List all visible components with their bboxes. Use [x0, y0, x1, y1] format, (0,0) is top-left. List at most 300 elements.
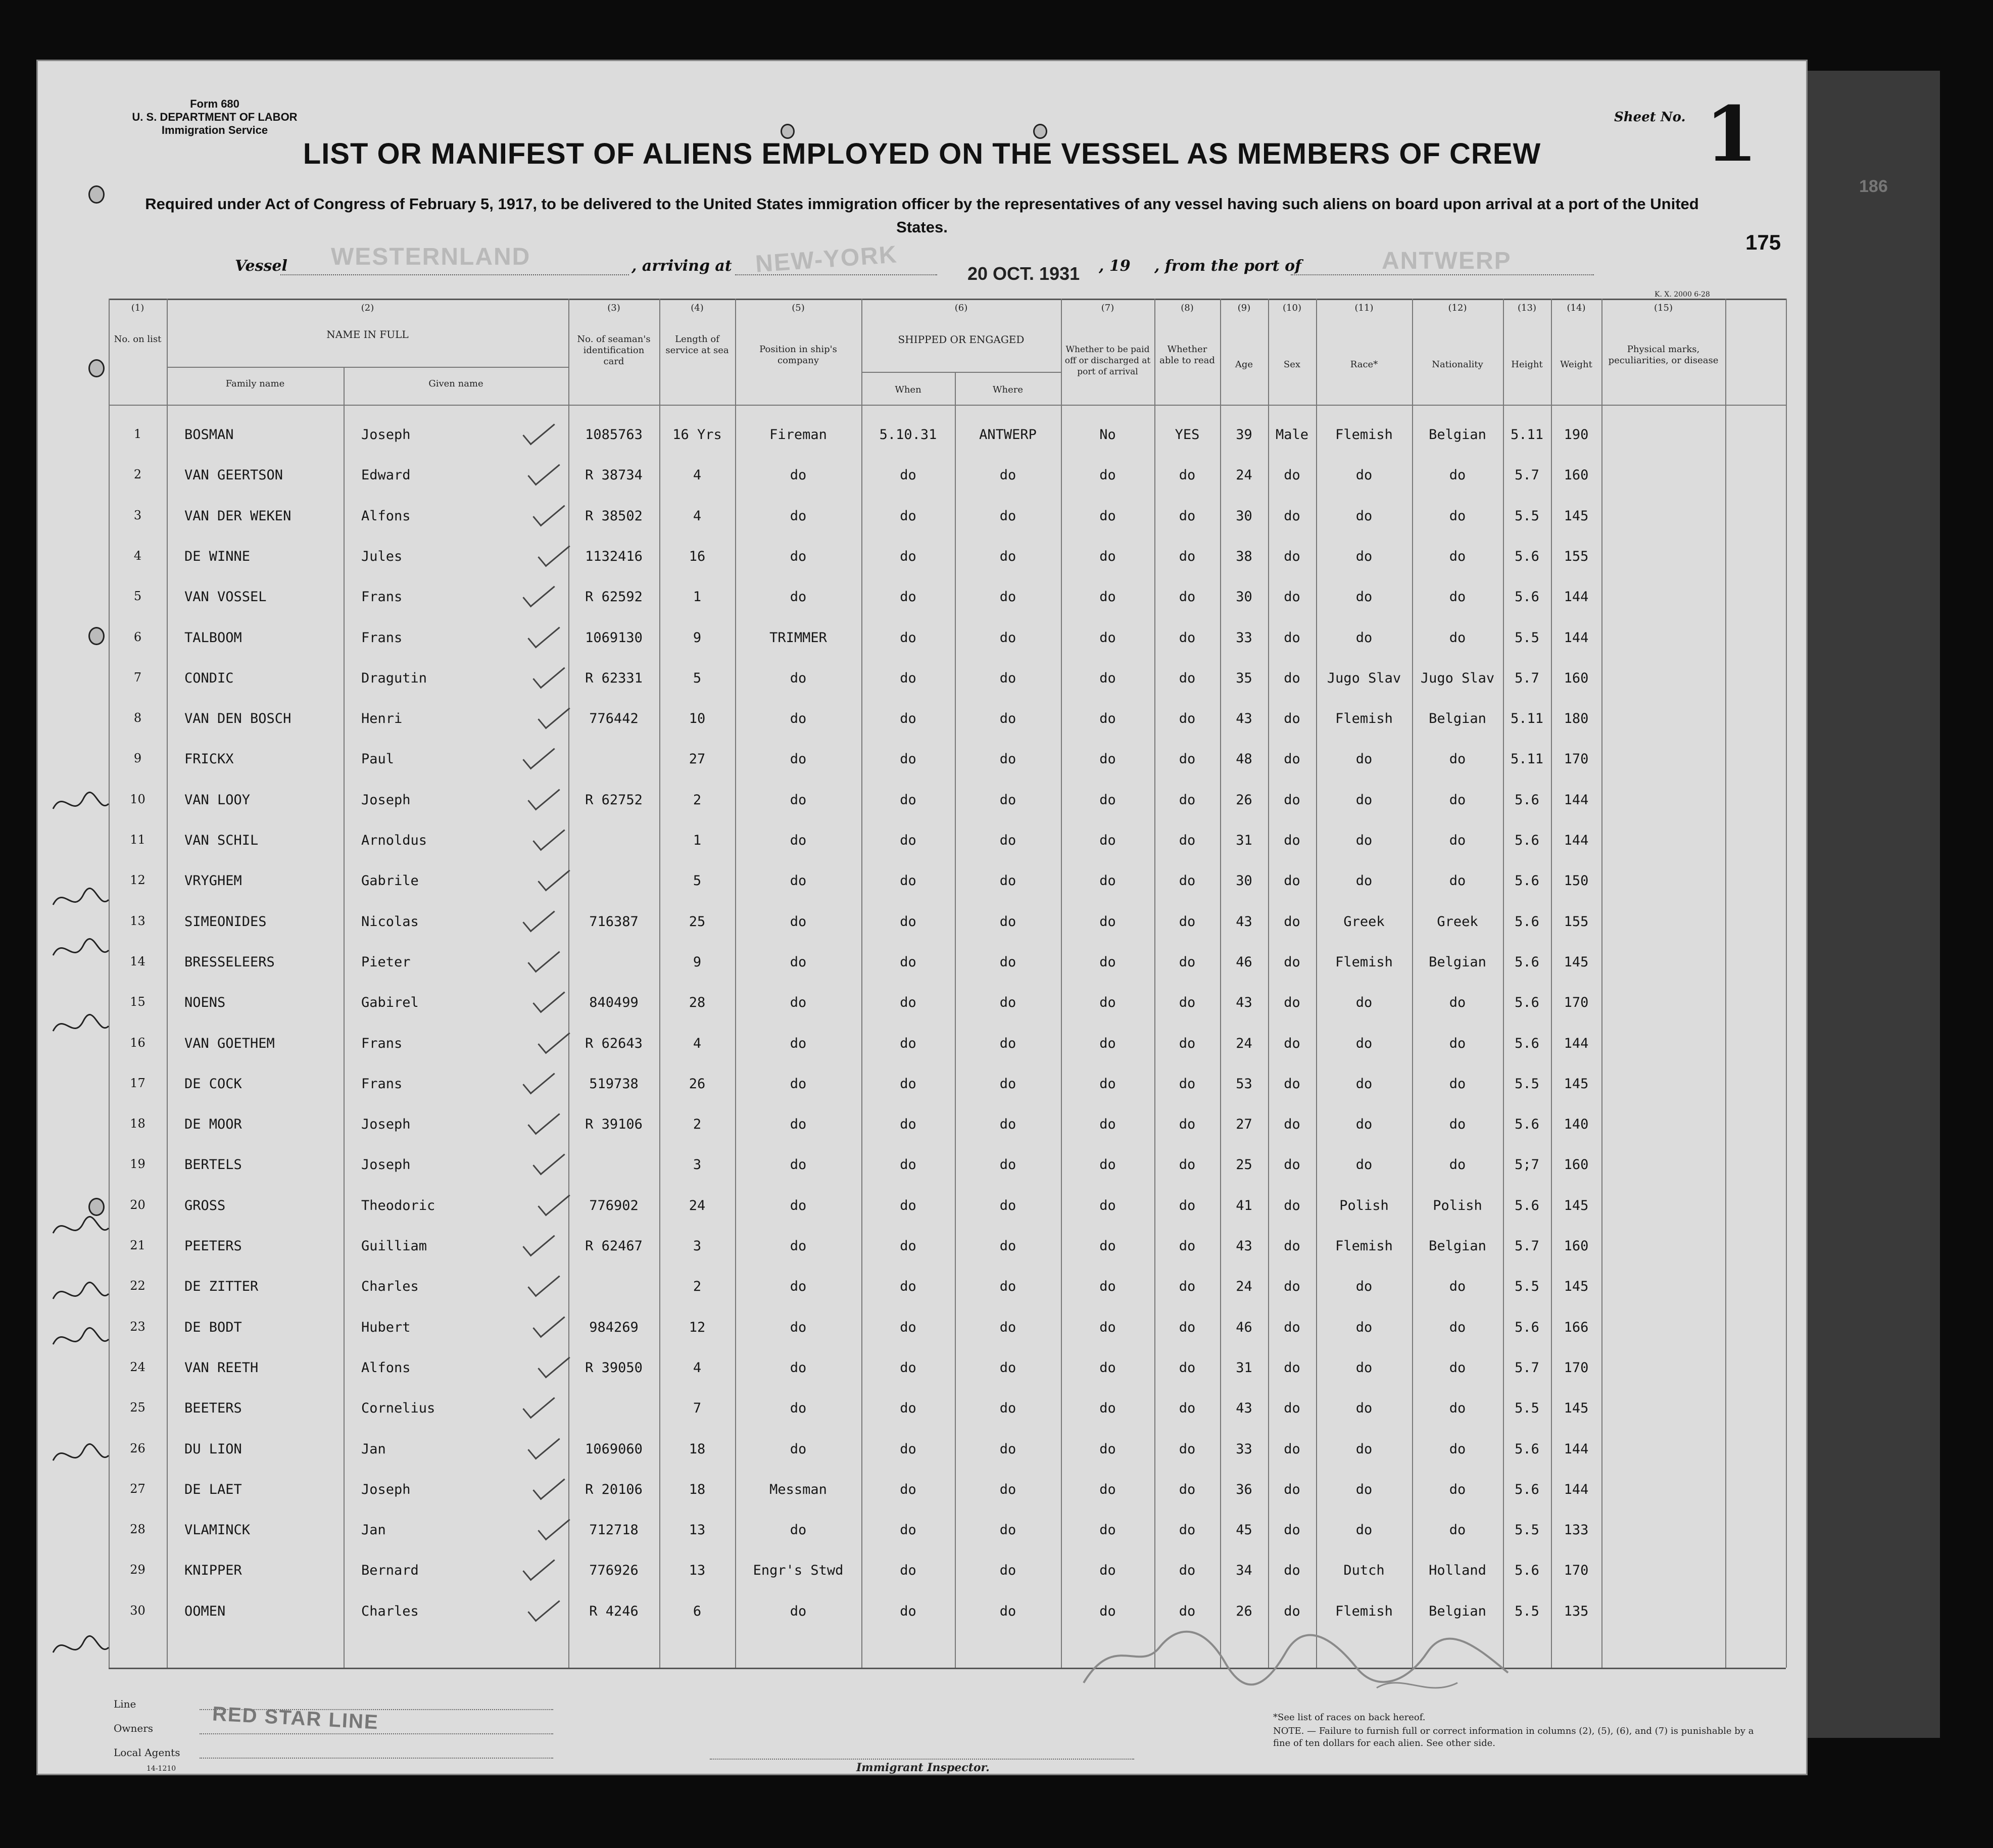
cell-nationality: do — [1449, 1522, 1466, 1538]
col-number: (2) — [361, 303, 374, 313]
cell-family-name: DE LAET — [184, 1481, 242, 1497]
cell-sex: do — [1284, 792, 1300, 808]
cell-paid-off: do — [1099, 1563, 1116, 1579]
cell-sex: do — [1284, 1197, 1300, 1213]
cell-id-card: 712718 — [589, 1522, 639, 1538]
cell-able-to-read: do — [1179, 873, 1196, 889]
cell-weight: 180 — [1564, 711, 1589, 727]
col-header-weight: Weight — [1560, 359, 1592, 370]
col-header-nationality: Nationality — [1432, 359, 1483, 370]
cell-position: do — [790, 1279, 807, 1295]
cell-paid-off: do — [1099, 1035, 1116, 1051]
cell-shipped-where: do — [999, 629, 1016, 646]
cell-weight: 145 — [1564, 954, 1589, 970]
cell-able-to-read: do — [1179, 1279, 1196, 1295]
cell-row-number: 7 — [133, 670, 142, 685]
cell-shipped-when: do — [900, 711, 916, 727]
date-stamp: 20 OCT. 1931 — [967, 263, 1080, 284]
cell-nationality: Greek — [1437, 913, 1478, 930]
table-row — [38, 1154, 1806, 1193]
cell-shipped-where: do — [999, 1563, 1016, 1579]
table-row — [38, 1195, 1806, 1234]
cell-id-card: R 38734 — [585, 467, 643, 483]
col-number: (9) — [1237, 303, 1251, 313]
cell-sex: do — [1284, 589, 1300, 605]
cell-age: 36 — [1236, 1481, 1252, 1497]
table-row — [38, 1276, 1806, 1315]
cell-nationality: do — [1449, 1400, 1466, 1417]
cell-nationality: do — [1449, 1035, 1466, 1051]
cell-height: 5.7 — [1515, 467, 1539, 483]
cell-row-number: 25 — [130, 1400, 145, 1415]
owners-label: Owners — [114, 1722, 154, 1734]
cell-weight: 166 — [1564, 1319, 1589, 1335]
table-row — [38, 1317, 1806, 1356]
cell-shipped-when: do — [900, 1522, 916, 1538]
cell-service-length: 3 — [693, 1157, 702, 1173]
cell-position: do — [790, 589, 807, 605]
cell-height: 5.6 — [1515, 1563, 1539, 1579]
cell-given-name: Jan — [361, 1441, 386, 1457]
cell-paid-off: do — [1099, 1157, 1116, 1173]
cell-shipped-where: do — [999, 1238, 1016, 1254]
cell-id-card: R 39106 — [585, 1116, 643, 1133]
cell-service-length: 16 — [689, 548, 706, 564]
cell-service-length: 2 — [693, 792, 702, 808]
cell-service-length: 6 — [693, 1603, 702, 1619]
cell-service-length: 2 — [693, 1279, 702, 1295]
cell-age: 30 — [1236, 508, 1252, 524]
cell-race: Flemish — [1335, 1603, 1393, 1619]
cell-id-card: R 20106 — [585, 1481, 643, 1497]
cell-paid-off: do — [1099, 1603, 1116, 1619]
cell-given-name: Joseph — [361, 792, 411, 808]
cell-service-length: 13 — [689, 1563, 706, 1579]
cell-shipped-where: do — [999, 873, 1016, 889]
cell-shipped-where: do — [999, 1522, 1016, 1538]
cell-id-card: 519738 — [589, 1076, 639, 1092]
cell-age: 31 — [1236, 1359, 1252, 1376]
cell-id-card: R 62592 — [585, 589, 643, 605]
cell-shipped-when: do — [900, 467, 916, 483]
cell-nationality: Polish — [1433, 1197, 1482, 1213]
cell-row-number: 14 — [130, 954, 145, 968]
cell-able-to-read: do — [1179, 711, 1196, 727]
cell-able-to-read: do — [1179, 1522, 1196, 1538]
cell-race: do — [1355, 1481, 1373, 1497]
edge-stamp: 186 — [1859, 177, 1888, 196]
cell-given-name: Frans — [361, 589, 403, 605]
cell-sex: do — [1284, 1238, 1300, 1254]
col-number: (15) — [1654, 303, 1673, 313]
cell-height: 5.7 — [1515, 670, 1539, 686]
cell-paid-off: do — [1099, 508, 1116, 524]
cell-shipped-when: do — [900, 1481, 916, 1497]
cell-weight: 170 — [1564, 995, 1589, 1011]
cell-paid-off: do — [1099, 873, 1116, 889]
cell-row-number: 23 — [130, 1319, 145, 1334]
table-row — [38, 830, 1806, 869]
cell-service-length: 24 — [689, 1197, 706, 1213]
cell-paid-off: do — [1099, 1197, 1116, 1213]
cell-paid-off: do — [1099, 1279, 1116, 1295]
cell-given-name: Alfons — [361, 1359, 411, 1376]
cell-race: do — [1355, 1279, 1373, 1295]
cell-row-number: 5 — [133, 589, 142, 604]
cell-id-card: R 38502 — [585, 508, 643, 524]
cell-id-card: 1132416 — [585, 548, 643, 564]
cell-service-length: 18 — [689, 1481, 706, 1497]
col-header-age: Age — [1235, 359, 1253, 370]
cell-height: 5.6 — [1515, 1319, 1539, 1335]
cell-able-to-read: do — [1179, 508, 1196, 524]
cell-race: do — [1355, 792, 1373, 808]
table-row — [38, 1438, 1806, 1478]
cell-paid-off: do — [1099, 1076, 1116, 1092]
cell-height: 5.6 — [1515, 792, 1539, 808]
cell-service-length: 4 — [693, 1035, 702, 1051]
cell-age: 46 — [1236, 1319, 1252, 1335]
cell-race: Dutch — [1343, 1563, 1385, 1579]
cell-position: do — [790, 1441, 807, 1457]
cell-row-number: 1 — [133, 427, 142, 441]
cell-age: 43 — [1236, 995, 1252, 1011]
from-label: , from the port of — [1154, 257, 1302, 275]
cell-height: 5.5 — [1515, 1076, 1539, 1092]
cell-height: 5.6 — [1515, 913, 1539, 930]
cell-family-name: VLAMINCK — [184, 1522, 251, 1538]
cell-sex: do — [1284, 1441, 1300, 1457]
cell-shipped-where: do — [999, 711, 1016, 727]
cell-row-number: 30 — [130, 1603, 145, 1618]
cell-service-length: 12 — [689, 1319, 706, 1335]
cell-paid-off: do — [1099, 711, 1116, 727]
cell-shipped-where: do — [999, 1400, 1016, 1417]
cell-row-number: 26 — [130, 1441, 145, 1455]
cell-shipped-where: do — [999, 954, 1016, 970]
cell-able-to-read: do — [1179, 1481, 1196, 1497]
cell-height: 5.5 — [1515, 1603, 1539, 1619]
cell-sex: do — [1284, 954, 1300, 970]
cell-position: do — [790, 1603, 807, 1619]
cell-age: 30 — [1236, 589, 1252, 605]
cell-paid-off: do — [1099, 1116, 1116, 1133]
cell-row-number: 4 — [133, 548, 142, 563]
cell-row-number: 22 — [130, 1279, 145, 1293]
cell-paid-off: do — [1099, 629, 1116, 646]
cell-sex: Male — [1275, 427, 1309, 443]
cell-family-name: BERTELS — [184, 1157, 242, 1173]
col-number: (4) — [691, 303, 704, 313]
cell-able-to-read: do — [1179, 1563, 1196, 1579]
races-note: *See list of races on back hereof. — [1273, 1712, 1426, 1723]
cell-weight: 155 — [1564, 913, 1589, 930]
page-subtitle: Required under Act of Congress of February 5, 1917, to be delivered to the United States immigration officer by the representatives of any vessel having such aliens on board upon arrival at a port of the United States. — [145, 195, 1699, 236]
cell-shipped-where: do — [999, 995, 1016, 1011]
cell-sex: do — [1284, 1481, 1300, 1497]
cell-shipped-when: do — [900, 1400, 916, 1417]
cell-paid-off: do — [1099, 954, 1116, 970]
cell-given-name: Joseph — [361, 1157, 411, 1173]
cell-row-number: 13 — [130, 913, 145, 928]
cell-race: Flemish — [1335, 1238, 1393, 1254]
cell-id-card: 840499 — [589, 995, 639, 1011]
table-row — [38, 586, 1806, 625]
cell-given-name: Frans — [361, 629, 403, 646]
cell-given-name: Paul — [361, 751, 395, 767]
cell-given-name: Gabirel — [361, 995, 419, 1011]
cell-shipped-where: do — [999, 1319, 1016, 1335]
cell-given-name: Hubert — [361, 1319, 411, 1335]
table-row — [38, 505, 1806, 545]
cell-weight: 144 — [1564, 629, 1589, 646]
cell-paid-off: do — [1099, 995, 1116, 1011]
table-row — [38, 424, 1806, 463]
cell-height: 5.6 — [1515, 833, 1539, 848]
department: U. S. DEPARTMENT OF LABOR — [132, 111, 298, 123]
cell-service-length: 1 — [693, 833, 702, 848]
cell-shipped-when: do — [900, 873, 916, 889]
cell-able-to-read: do — [1179, 1238, 1196, 1254]
cell-height: 5.11 — [1510, 427, 1544, 443]
cell-nationality: Belgian — [1429, 427, 1486, 443]
cell-given-name: Joseph — [361, 1116, 411, 1133]
col-header-given: Given name — [428, 378, 483, 389]
cell-weight: 170 — [1564, 1359, 1589, 1376]
print-code: K. X. 2000 6-28 — [1655, 290, 1710, 299]
cell-row-number: 19 — [130, 1157, 145, 1172]
cell-age: 30 — [1236, 873, 1252, 889]
cell-weight: 144 — [1564, 589, 1589, 605]
cell-age: 26 — [1236, 792, 1252, 808]
cell-sex: do — [1284, 1522, 1300, 1538]
cell-nationality: do — [1449, 1076, 1466, 1092]
cell-height: 5.5 — [1515, 1400, 1539, 1417]
cell-nationality: Jugo Slav — [1420, 670, 1495, 686]
cell-height: 5.5 — [1515, 1279, 1539, 1295]
cell-given-name: Henri — [361, 711, 403, 727]
cell-able-to-read: do — [1179, 1157, 1196, 1173]
cell-weight: 160 — [1564, 467, 1589, 483]
cell-age: 35 — [1236, 670, 1252, 686]
cell-given-name: Pieter — [361, 954, 411, 970]
cell-race: do — [1355, 995, 1373, 1011]
cell-service-length: 1 — [693, 589, 702, 605]
cell-race: do — [1355, 751, 1373, 767]
cell-race: do — [1355, 629, 1373, 646]
cell-service-length: 5 — [693, 873, 702, 889]
cell-position: Messman — [769, 1481, 827, 1497]
cell-shipped-when: do — [900, 1359, 916, 1376]
cell-shipped-when: do — [900, 1238, 916, 1254]
cell-given-name: Jan — [361, 1522, 386, 1538]
table-row — [38, 789, 1806, 829]
cell-shipped-when: do — [900, 670, 916, 686]
cell-race: do — [1355, 1319, 1373, 1335]
page-stamp: 175 — [1745, 230, 1781, 254]
cell-row-number: 24 — [130, 1359, 145, 1374]
col-number: (1) — [131, 303, 144, 313]
cell-race: do — [1355, 589, 1373, 605]
cell-shipped-when: do — [900, 589, 916, 605]
cell-shipped-where: do — [999, 1076, 1016, 1092]
cell-id-card: 716387 — [589, 913, 639, 930]
cell-race: do — [1355, 1359, 1373, 1376]
cell-shipped-where: do — [999, 751, 1016, 767]
cell-shipped-when: do — [900, 1157, 916, 1173]
cell-given-name: Nicolas — [361, 913, 419, 930]
cell-position: do — [790, 1116, 807, 1133]
table-row — [38, 1073, 1806, 1112]
table-row — [38, 951, 1806, 991]
cell-id-card: 984269 — [589, 1319, 639, 1335]
col-number: (11) — [1354, 303, 1374, 313]
cell-able-to-read: do — [1179, 751, 1196, 767]
manifest-sheet — [36, 60, 1808, 1775]
cell-race: Flemish — [1335, 711, 1393, 727]
cell-able-to-read: do — [1179, 1441, 1196, 1457]
cell-service-length: 2 — [693, 1116, 702, 1133]
cell-position: do — [790, 873, 807, 889]
arriving-label: , arriving at — [631, 257, 732, 275]
cell-sex: do — [1284, 833, 1300, 848]
sheet-label: Sheet No. — [1614, 110, 1686, 125]
cell-service-length: 10 — [689, 711, 706, 727]
cell-given-name: Dragutin — [361, 670, 427, 686]
cell-id-card: 776926 — [589, 1563, 639, 1579]
cell-weight: 170 — [1564, 751, 1589, 767]
cell-nationality: do — [1449, 1279, 1466, 1295]
cell-row-number: 18 — [130, 1116, 145, 1131]
cell-height: 5.6 — [1515, 548, 1539, 564]
cell-paid-off: do — [1099, 833, 1116, 848]
table-row — [38, 667, 1806, 707]
cell-family-name: DE BODT — [184, 1319, 242, 1335]
cell-height: 5;7 — [1515, 1157, 1539, 1173]
cell-weight: 144 — [1564, 1035, 1589, 1051]
cell-nationality: do — [1449, 1157, 1466, 1173]
cell-nationality: Belgian — [1429, 1603, 1486, 1619]
cell-weight: 145 — [1564, 1400, 1589, 1417]
cell-family-name: FRICKX — [184, 751, 234, 767]
page-title: LIST OR MANIFEST OF ALIENS EMPLOYED ON THE VESSEL AS MEMBERS OF CREW — [303, 137, 1541, 170]
cell-race: Polish — [1339, 1197, 1389, 1213]
cell-nationality: do — [1449, 1359, 1466, 1376]
cell-id-card: R 62331 — [585, 670, 643, 686]
cell-weight: 140 — [1564, 1116, 1589, 1133]
table-row — [38, 748, 1806, 788]
cell-shipped-when: do — [900, 508, 916, 524]
cell-shipped-where: do — [999, 1441, 1016, 1457]
cell-able-to-read: do — [1179, 1603, 1196, 1619]
agents-label: Local Agents — [114, 1746, 180, 1759]
cell-shipped-where: do — [999, 1603, 1016, 1619]
cell-able-to-read: do — [1179, 670, 1196, 686]
table-row — [38, 1479, 1806, 1518]
cell-shipped-where: do — [999, 1157, 1016, 1173]
cell-able-to-read: do — [1179, 954, 1196, 970]
cell-height: 5.6 — [1515, 995, 1539, 1011]
cell-paid-off: do — [1099, 913, 1116, 930]
shipped-subhead-rule — [861, 372, 1061, 373]
col-number: (8) — [1181, 303, 1194, 313]
cell-position: do — [790, 954, 807, 970]
cell-row-number: 21 — [130, 1238, 145, 1252]
cell-position: do — [790, 670, 807, 686]
cell-able-to-read: do — [1179, 1197, 1196, 1213]
cell-id-card: 1069060 — [585, 1441, 643, 1457]
cell-family-name: DE COCK — [184, 1076, 242, 1092]
cell-sex: do — [1284, 670, 1300, 686]
cell-age: 43 — [1236, 913, 1252, 930]
cell-shipped-when: do — [900, 751, 916, 767]
col-header-position: Position in ship's company — [759, 344, 837, 366]
cell-sex: do — [1284, 629, 1300, 646]
cell-race: Greek — [1343, 913, 1385, 930]
cell-age: 41 — [1236, 1197, 1252, 1213]
cell-paid-off: do — [1099, 1481, 1116, 1497]
cell-id-card: 1085763 — [585, 427, 643, 443]
col-number: (5) — [792, 303, 805, 313]
col-number: (7) — [1101, 303, 1114, 313]
cell-age: 33 — [1236, 629, 1252, 646]
cell-row-number: 6 — [133, 629, 142, 644]
cell-family-name: BRESSELEERS — [184, 954, 275, 970]
cell-row-number: 8 — [133, 711, 142, 725]
table-row — [38, 1397, 1806, 1437]
cell-nationality: do — [1449, 1319, 1466, 1335]
cell-shipped-where: ANTWERP — [979, 427, 1037, 443]
cell-row-number: 27 — [130, 1481, 145, 1496]
cell-able-to-read: do — [1179, 1319, 1196, 1335]
cell-weight: 190 — [1564, 427, 1589, 443]
cell-family-name: VAN VOSSEL — [184, 589, 267, 605]
cell-id-card: R 62752 — [585, 792, 643, 808]
cell-given-name: Alfons — [361, 508, 411, 524]
cell-race: Flemish — [1335, 427, 1393, 443]
cell-able-to-read: do — [1179, 548, 1196, 564]
col-header-when: When — [895, 384, 921, 395]
cell-race: do — [1355, 548, 1373, 564]
cell-age: 31 — [1236, 833, 1252, 848]
cell-age: 43 — [1236, 1400, 1252, 1417]
cell-position: do — [790, 1319, 807, 1335]
cell-race: do — [1355, 508, 1373, 524]
cell-row-number: 16 — [130, 1035, 145, 1050]
cell-shipped-when: do — [900, 1441, 916, 1457]
cell-row-number: 15 — [130, 995, 145, 1009]
table-row — [38, 911, 1806, 950]
cell-weight: 135 — [1564, 1603, 1589, 1619]
col-number: (14) — [1567, 303, 1586, 313]
cell-service-length: 7 — [693, 1400, 702, 1417]
cell-age: 39 — [1236, 427, 1252, 443]
cell-race: do — [1355, 833, 1373, 848]
cell-paid-off: do — [1099, 670, 1116, 686]
cell-age: 43 — [1236, 711, 1252, 727]
cell-able-to-read: do — [1179, 1359, 1196, 1376]
cell-weight: 155 — [1564, 548, 1589, 564]
col-header-no: No. on list — [114, 334, 162, 345]
service: Immigration Service — [161, 124, 268, 136]
col-header-where: Where — [992, 384, 1023, 395]
cell-family-name: DU LION — [184, 1441, 242, 1457]
cell-shipped-where: do — [999, 833, 1016, 848]
col-header-family: Family name — [225, 378, 285, 389]
margin-annotations — [43, 789, 119, 1698]
cell-sex: do — [1284, 711, 1300, 727]
cell-able-to-read: do — [1179, 1400, 1196, 1417]
